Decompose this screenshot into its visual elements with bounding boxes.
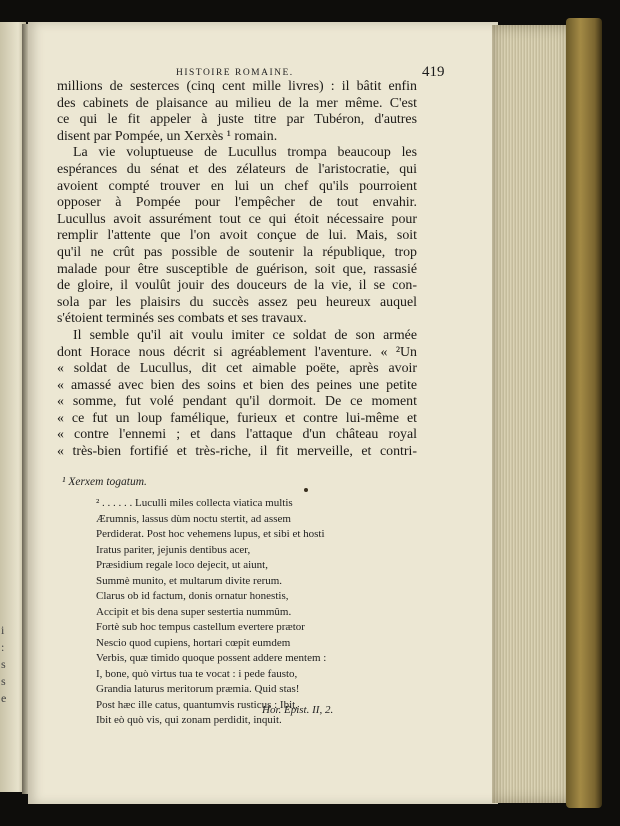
poem-line: Præsidium regale loco dejecit, ut aiunt,: [96, 559, 268, 571]
body-line: « ce fut un loup famélique, furieux et contre lui-même et: [57, 410, 417, 426]
body-line: millions de sesterces (cinq cent mille livres) : il bâtit enfin: [57, 79, 417, 94]
poem-line: Ærumnis, lassus dùm noctu stertit, ad assem: [96, 512, 291, 525]
facing-page-mark: i: [1, 623, 5, 637]
poem-line: Iratus pariter, jejunis dentibus acer,: [96, 543, 251, 556]
footnote-xerxes: [62, 476, 147, 488]
facing-page-marks: [1, 622, 6, 707]
poem-line: Accipit et bis dena super sestertia nummûm.: [96, 605, 292, 618]
poem-line: Grandia laturus meritorum præmia. Quid stas!: [96, 683, 300, 695]
footnote-poem: [96, 496, 326, 729]
body-line: disent par Pompée, un Xerxès ¹ romain.: [57, 128, 278, 144]
body-line: espérances du sénat et des zélateurs de l'aristocratie, qui: [57, 161, 417, 177]
body-line: remplir l'attente que l'on avoit conçue de lui. Mais, soit: [57, 228, 417, 244]
facing-page-mark: s: [1, 674, 6, 688]
page-stack-edges: [492, 25, 572, 803]
body-line: « soldat de Lucullus, dit cet aimable poëte, après avoir: [57, 361, 417, 377]
body-line: La vie voluptueuse de Lucullus trompa beaucoup les: [73, 145, 417, 161]
ink-spot: [304, 488, 308, 492]
poem-citation: Hor. Epist. II, 2.: [262, 704, 334, 716]
running-head: HISTOIRE ROMAINE.: [176, 68, 294, 78]
body-line: de gloire, il voulût jouir des douceurs de la vie, il se con-: [57, 278, 417, 294]
body-line: s'étoient terminés ses combats et ses travaux.: [57, 311, 307, 327]
body-line: qu'il ne crût pas possible de soutenir la république, trop: [57, 244, 417, 260]
page-number: 419: [422, 64, 445, 80]
body-line: « amassé avec bien des soins et bien des peines une petite: [57, 377, 417, 393]
body-line: ce qui le fit appeler à juste titre par Tubéron, d'autres: [57, 112, 417, 128]
poem-line: Nescio quod cupiens, hortari cœpit eumdem: [96, 636, 291, 649]
poem-line: Ibit eò quò vis, qui zonam perdidit, inquit.: [96, 714, 282, 726]
body-line: sola par les plaisirs du succès assez peu heureux auquel: [57, 294, 417, 310]
book-cover-edge: [566, 18, 602, 808]
poem-line: Summè munito, et multarum divite rerum.: [96, 574, 283, 587]
poem-line: Fortè sub hoc tempus castellum evertere prætor: [96, 621, 305, 633]
poem-line: Perdiderat. Post hoc vehemens lupus, et sibi et hosti: [96, 528, 325, 540]
facing-page-mark: :: [1, 640, 5, 654]
body-line: malade pour être susceptible de guérison, soit que, rassasié: [57, 261, 417, 277]
body-line: des cabinets de plaisance au milieu de la mer même. C'est: [57, 95, 417, 111]
footnote-text: ¹ Xerxem togatum.: [62, 476, 147, 488]
facing-page-mark: s: [1, 657, 6, 671]
body-line: dont Horace nous décrit si agréablement l'aventure. « ²Un: [57, 344, 417, 360]
body-line: avoient compté trouver en lui un chef qu'ils pourroient: [57, 178, 417, 194]
poem-line: Post hæc ille catus, quantumvis rusticus : Ibit,: [96, 698, 298, 711]
poem-line: ² . . . . . . Luculli miles collecta viatica multis: [96, 497, 293, 509]
poem-line: Verbis, quæ timido quoque possent addere mentem :: [96, 652, 327, 664]
body-line: « très-bien fortifié et très-riche, il fit merveille, et contri-: [57, 444, 417, 460]
body-line: « contre l'ennemi ; et dans l'attaque d'un château royal: [57, 427, 417, 443]
body-line: Lucullus avoit assurément tout ce qui étoit nécessaire pour: [57, 211, 417, 227]
poem-line: I, bone, quò virtus tua te vocat : i pede fausto,: [96, 667, 298, 680]
body-line: Il semble qu'il ait voulu imiter ce soldat de son armée: [73, 327, 417, 343]
body-line: « somme, fut volé pendant qu'il dormoit. De ce moment: [57, 394, 417, 410]
body-text: [57, 79, 417, 461]
body-line: opposer à Pompée pour l'empêcher de tout envahir.: [57, 195, 417, 211]
facing-page-mark: e: [1, 691, 7, 705]
poem-line: Clarus ob id factum, donis ornatur honestis,: [96, 590, 289, 602]
